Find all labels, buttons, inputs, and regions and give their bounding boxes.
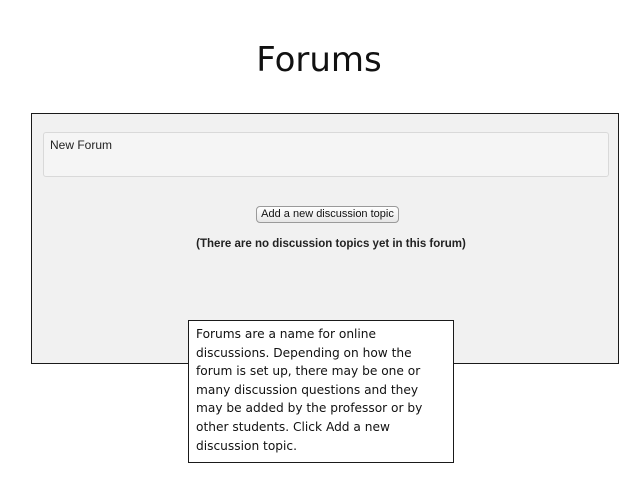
forum-header-box: [43, 132, 609, 177]
callout-text: Forums are a name for online discussions. Depending on how the forum is set up, there may be one or many discussion questions and they may be added by the professor or by other students. Click Add a new discussion topic.: [196, 327, 423, 453]
explanation-callout: [188, 320, 454, 463]
empty-topics-message: (There are no discussion topics yet in this forum): [196, 238, 466, 250]
slide-title: Forums: [256, 40, 382, 80]
add-discussion-topic-button[interactable]: Add a new discussion topic: [256, 206, 399, 223]
forum-name: New Forum: [50, 138, 113, 152]
